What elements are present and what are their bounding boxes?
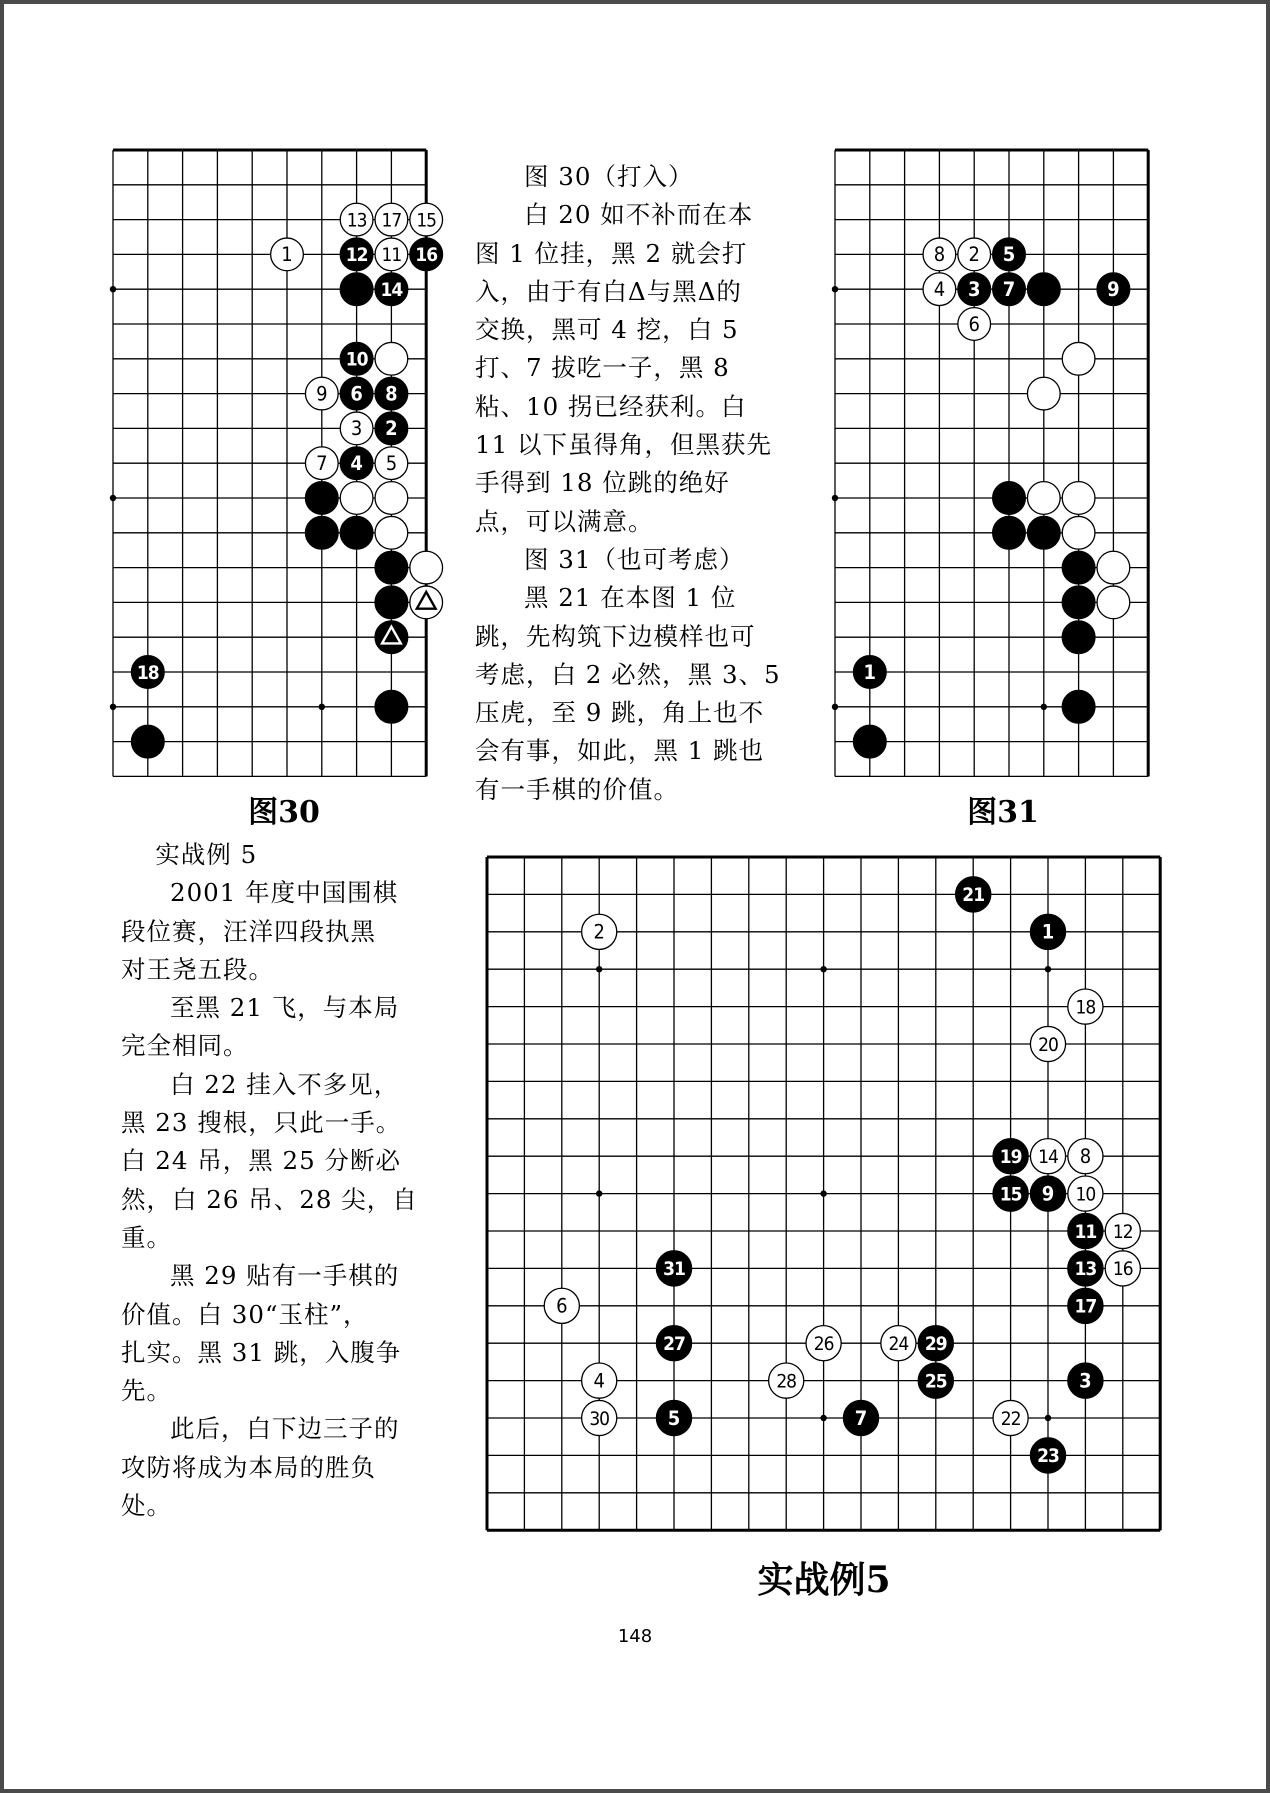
fig30-line: 入，由于有白Δ与黑Δ的 xyxy=(475,276,742,306)
example5-line: 至黑 21 飞，与本局 xyxy=(170,993,400,1023)
move-number: 16 xyxy=(1112,1258,1133,1281)
black-stone xyxy=(375,273,408,306)
fig30-line: 交换，黑可 4 挖，白 5 xyxy=(475,315,739,345)
move-number: 25 xyxy=(924,1370,947,1393)
move-number: 15 xyxy=(999,1183,1022,1206)
fig31-line: 黑 21 在本图 1 位 xyxy=(524,583,737,613)
white-stone xyxy=(340,412,373,445)
white-stone xyxy=(375,482,408,515)
white-stone xyxy=(1105,1213,1140,1248)
white-stone xyxy=(410,551,443,584)
move-number: 11 xyxy=(381,244,402,267)
move-number: 6 xyxy=(350,381,363,406)
move-number: 7 xyxy=(1002,277,1016,302)
star-point xyxy=(1045,1415,1051,1421)
move-number: 6 xyxy=(556,1293,568,1318)
black-stone xyxy=(1068,1363,1103,1398)
star-point xyxy=(110,286,116,292)
example5-diagram xyxy=(485,855,1165,1535)
move-number: 18 xyxy=(136,661,159,684)
black-stone xyxy=(340,447,373,480)
white-stone xyxy=(1027,377,1060,410)
move-number: 8 xyxy=(1079,1144,1092,1169)
fig30-caption: 图30 xyxy=(248,795,320,830)
black-stone xyxy=(375,690,408,723)
move-number: 7 xyxy=(854,1405,868,1430)
move-number: 31 xyxy=(663,1258,685,1281)
move-number: 28 xyxy=(776,1370,797,1393)
move-number: 5 xyxy=(667,1405,681,1430)
black-stone xyxy=(918,1363,953,1398)
black-stone xyxy=(340,342,373,375)
white-stone xyxy=(1097,551,1130,584)
example5-line: 对王尧五段。 xyxy=(121,954,274,984)
example5-line: 2001 年度中国围棋 xyxy=(170,878,399,908)
fig30-line: 手得到 18 位跳的绝好 xyxy=(475,468,730,498)
black-stone xyxy=(918,1326,953,1361)
white-stone xyxy=(1030,1139,1065,1174)
black-stone xyxy=(340,273,373,306)
fig31-diagram xyxy=(831,146,1161,774)
black-stone xyxy=(1030,914,1065,949)
white-stone xyxy=(375,238,408,271)
black-stone xyxy=(375,412,408,445)
fig31-line: 会有事，如此，黑 1 跳也 xyxy=(475,736,765,766)
star-point xyxy=(1041,704,1047,710)
black-stone xyxy=(340,516,373,549)
move-number: 4 xyxy=(350,451,363,476)
fig31-line: 压虎，至 9 跳，角上也不 xyxy=(475,698,765,728)
fig30-line: 点，可以满意。 xyxy=(475,506,654,536)
move-number: 7 xyxy=(316,451,328,476)
fig30-board xyxy=(109,146,439,774)
white-stone xyxy=(582,914,617,949)
move-number: 14 xyxy=(380,279,403,302)
fig30-commentary xyxy=(475,158,817,809)
black-stone xyxy=(1027,273,1060,306)
fig31-line: 考虑，白 2 必然，黑 3、5 xyxy=(475,659,781,689)
example5-line: 然，白 26 吊、28 尖，自 xyxy=(121,1184,418,1214)
white-stone xyxy=(544,1288,579,1323)
black-stone xyxy=(993,482,1026,515)
black-stone xyxy=(1068,1213,1103,1248)
example5-line: 段位赛，汪洋四段执黑 xyxy=(121,916,376,946)
move-number: 10 xyxy=(345,348,368,371)
star-point xyxy=(832,286,838,292)
black-stone xyxy=(993,1176,1028,1211)
black-stone xyxy=(993,1139,1028,1174)
move-number: 30 xyxy=(589,1407,610,1430)
white-stone xyxy=(993,1400,1028,1435)
white-stone xyxy=(881,1326,916,1361)
move-number: 8 xyxy=(933,242,946,267)
example5-line: 黑 23 搜根，只此一手。 xyxy=(121,1108,402,1138)
example5-line: 价值。白 30“玉柱”， xyxy=(121,1299,369,1329)
star-point xyxy=(110,495,116,501)
example5-line: 白 22 挂入不多见， xyxy=(170,1069,400,1099)
move-number: 3 xyxy=(967,277,981,302)
black-stone xyxy=(1027,516,1060,549)
black-stone xyxy=(656,1400,691,1435)
black-stone xyxy=(340,238,373,271)
move-number: 20 xyxy=(1038,1033,1058,1056)
black-stone xyxy=(1062,621,1095,654)
move-number: 27 xyxy=(663,1333,685,1356)
fig31-board xyxy=(831,146,1161,774)
move-number: 12 xyxy=(1112,1220,1133,1243)
white-stone xyxy=(340,482,373,515)
fig31-line: 跳，先构筑下边模样也可 xyxy=(475,621,756,651)
black-stone xyxy=(656,1326,691,1361)
fig31-line: 有一手棋的价值。 xyxy=(475,774,679,804)
white-stone xyxy=(806,1326,841,1361)
black-stone xyxy=(1068,1251,1103,1286)
move-number: 24 xyxy=(888,1333,909,1356)
black-stone xyxy=(1062,690,1095,723)
move-number: 18 xyxy=(1075,996,1096,1019)
move-number: 10 xyxy=(1075,1183,1096,1206)
move-number: 3 xyxy=(1079,1368,1092,1393)
star-point xyxy=(820,1190,826,1196)
star-point xyxy=(1045,966,1051,972)
move-number: 5 xyxy=(385,451,398,476)
example5-title: 实战例 5 xyxy=(155,840,258,869)
move-number: 12 xyxy=(345,244,368,267)
example5-line: 处。 xyxy=(121,1491,172,1521)
move-number: 9 xyxy=(1041,1181,1055,1206)
example5-commentary xyxy=(121,836,451,1525)
star-point xyxy=(832,704,838,710)
move-number: 9 xyxy=(1107,277,1120,302)
move-number: 4 xyxy=(593,1368,605,1393)
move-number: 9 xyxy=(316,381,328,406)
black-stone xyxy=(131,656,164,689)
fig30-diagram xyxy=(109,146,439,774)
white-stone xyxy=(582,1363,617,1398)
white-stone xyxy=(1062,516,1095,549)
white-stone xyxy=(375,342,408,375)
white-stone xyxy=(1062,342,1095,375)
move-number: 17 xyxy=(1074,1295,1097,1318)
example5-line: 白 24 吊，黑 25 分断必 xyxy=(121,1146,402,1176)
black-stone xyxy=(340,377,373,410)
fig30-line: 11 以下虽得角，但黑获先 xyxy=(475,430,772,460)
black-stone xyxy=(1030,1438,1065,1473)
white-stone xyxy=(271,238,304,271)
black-stone xyxy=(305,516,338,549)
fig30-line: 图 1 位挂，黑 2 就会打 xyxy=(475,238,748,268)
page-number: 148 xyxy=(617,1626,653,1647)
move-number: 19 xyxy=(999,1146,1022,1169)
fig30-line: 白 20 如不补而在本 xyxy=(524,200,754,230)
white-stone xyxy=(923,238,956,271)
star-point xyxy=(596,966,602,972)
black-stone xyxy=(1062,586,1095,619)
move-number: 13 xyxy=(346,209,367,232)
black-stone xyxy=(375,377,408,410)
black-stone xyxy=(375,551,408,584)
black-stone xyxy=(853,725,886,758)
black-stone xyxy=(1062,551,1095,584)
move-number: 17 xyxy=(381,209,402,232)
black-stone xyxy=(956,877,991,912)
fig30-line: 粘、10 拐已经获利。白 xyxy=(475,391,747,421)
example5-line: 黑 29 贴有一手棋的 xyxy=(170,1261,400,1291)
black-stone xyxy=(993,516,1026,549)
black-stone xyxy=(1097,273,1130,306)
move-number: 4 xyxy=(933,277,946,302)
black-stone xyxy=(305,482,338,515)
black-stone xyxy=(843,1400,878,1435)
move-number: 22 xyxy=(1000,1407,1021,1430)
white-stone xyxy=(375,516,408,549)
white-stone xyxy=(1068,1176,1103,1211)
black-stone xyxy=(993,238,1026,271)
move-number: 16 xyxy=(415,244,438,267)
example5-line: 重。 xyxy=(121,1222,172,1252)
white-stone xyxy=(340,203,373,236)
move-number: 29 xyxy=(924,1333,947,1356)
example5-line: 先。 xyxy=(121,1376,172,1406)
white-stone xyxy=(1105,1251,1140,1286)
white-stone xyxy=(305,447,338,480)
move-number: 1 xyxy=(281,242,293,267)
fig31-title: 图 31（也可考虑） xyxy=(524,544,745,574)
move-number: 14 xyxy=(1038,1146,1058,1169)
white-stone xyxy=(410,586,443,619)
move-number: 11 xyxy=(1074,1220,1097,1243)
example5-board xyxy=(485,855,1165,1535)
black-stone xyxy=(1030,1176,1065,1211)
white-stone xyxy=(1097,586,1130,619)
star-point xyxy=(110,704,116,710)
move-number: 3 xyxy=(350,416,363,441)
example5-caption: 实战例5 xyxy=(757,1559,891,1601)
move-number: 13 xyxy=(1074,1258,1097,1281)
example5-line: 此后，白下边三子的 xyxy=(170,1414,400,1444)
star-point xyxy=(820,1415,826,1421)
black-stone xyxy=(375,586,408,619)
move-number: 8 xyxy=(385,381,398,406)
black-stone xyxy=(375,621,408,654)
white-stone xyxy=(1030,1026,1065,1061)
move-number: 1 xyxy=(1041,919,1055,944)
black-stone xyxy=(410,238,443,271)
white-stone xyxy=(375,447,408,480)
move-number: 2 xyxy=(385,416,398,441)
white-stone xyxy=(958,238,991,271)
white-stone xyxy=(1062,482,1095,515)
example5-line: 扎实。黑 31 跳，入腹争 xyxy=(121,1337,402,1367)
star-point xyxy=(596,1190,602,1196)
white-stone xyxy=(305,377,338,410)
white-stone xyxy=(1068,989,1103,1024)
white-stone xyxy=(958,308,991,341)
black-stone xyxy=(656,1251,691,1286)
white-stone xyxy=(769,1363,804,1398)
white-stone xyxy=(375,203,408,236)
black-stone xyxy=(131,725,164,758)
white-stone xyxy=(1068,1139,1103,1174)
example5-line: 攻防将成为本局的胜负 xyxy=(121,1452,376,1482)
star-point xyxy=(832,495,838,501)
move-number: 6 xyxy=(968,311,980,336)
move-number: 23 xyxy=(1037,1445,1059,1468)
fig31-caption: 图31 xyxy=(967,795,1039,830)
move-number: 5 xyxy=(1002,242,1016,267)
example5-line: 完全相同。 xyxy=(121,1031,249,1061)
move-number: 2 xyxy=(968,242,980,267)
move-number: 1 xyxy=(863,659,877,684)
white-stone xyxy=(1027,482,1060,515)
black-stone xyxy=(993,273,1026,306)
move-number: 15 xyxy=(416,209,437,232)
move-number: 2 xyxy=(593,919,605,944)
black-stone xyxy=(1068,1288,1103,1323)
star-point xyxy=(319,704,325,710)
white-stone xyxy=(923,273,956,306)
star-point xyxy=(820,966,826,972)
fig30-title: 图 30（打入） xyxy=(524,162,694,191)
black-stone xyxy=(853,656,886,689)
white-stone xyxy=(582,1400,617,1435)
fig30-line: 打、7 拔吃一子，黑 8 xyxy=(475,353,730,383)
move-number: 26 xyxy=(813,1333,834,1356)
move-number: 21 xyxy=(962,884,985,907)
white-stone xyxy=(410,203,443,236)
black-stone xyxy=(958,273,991,306)
